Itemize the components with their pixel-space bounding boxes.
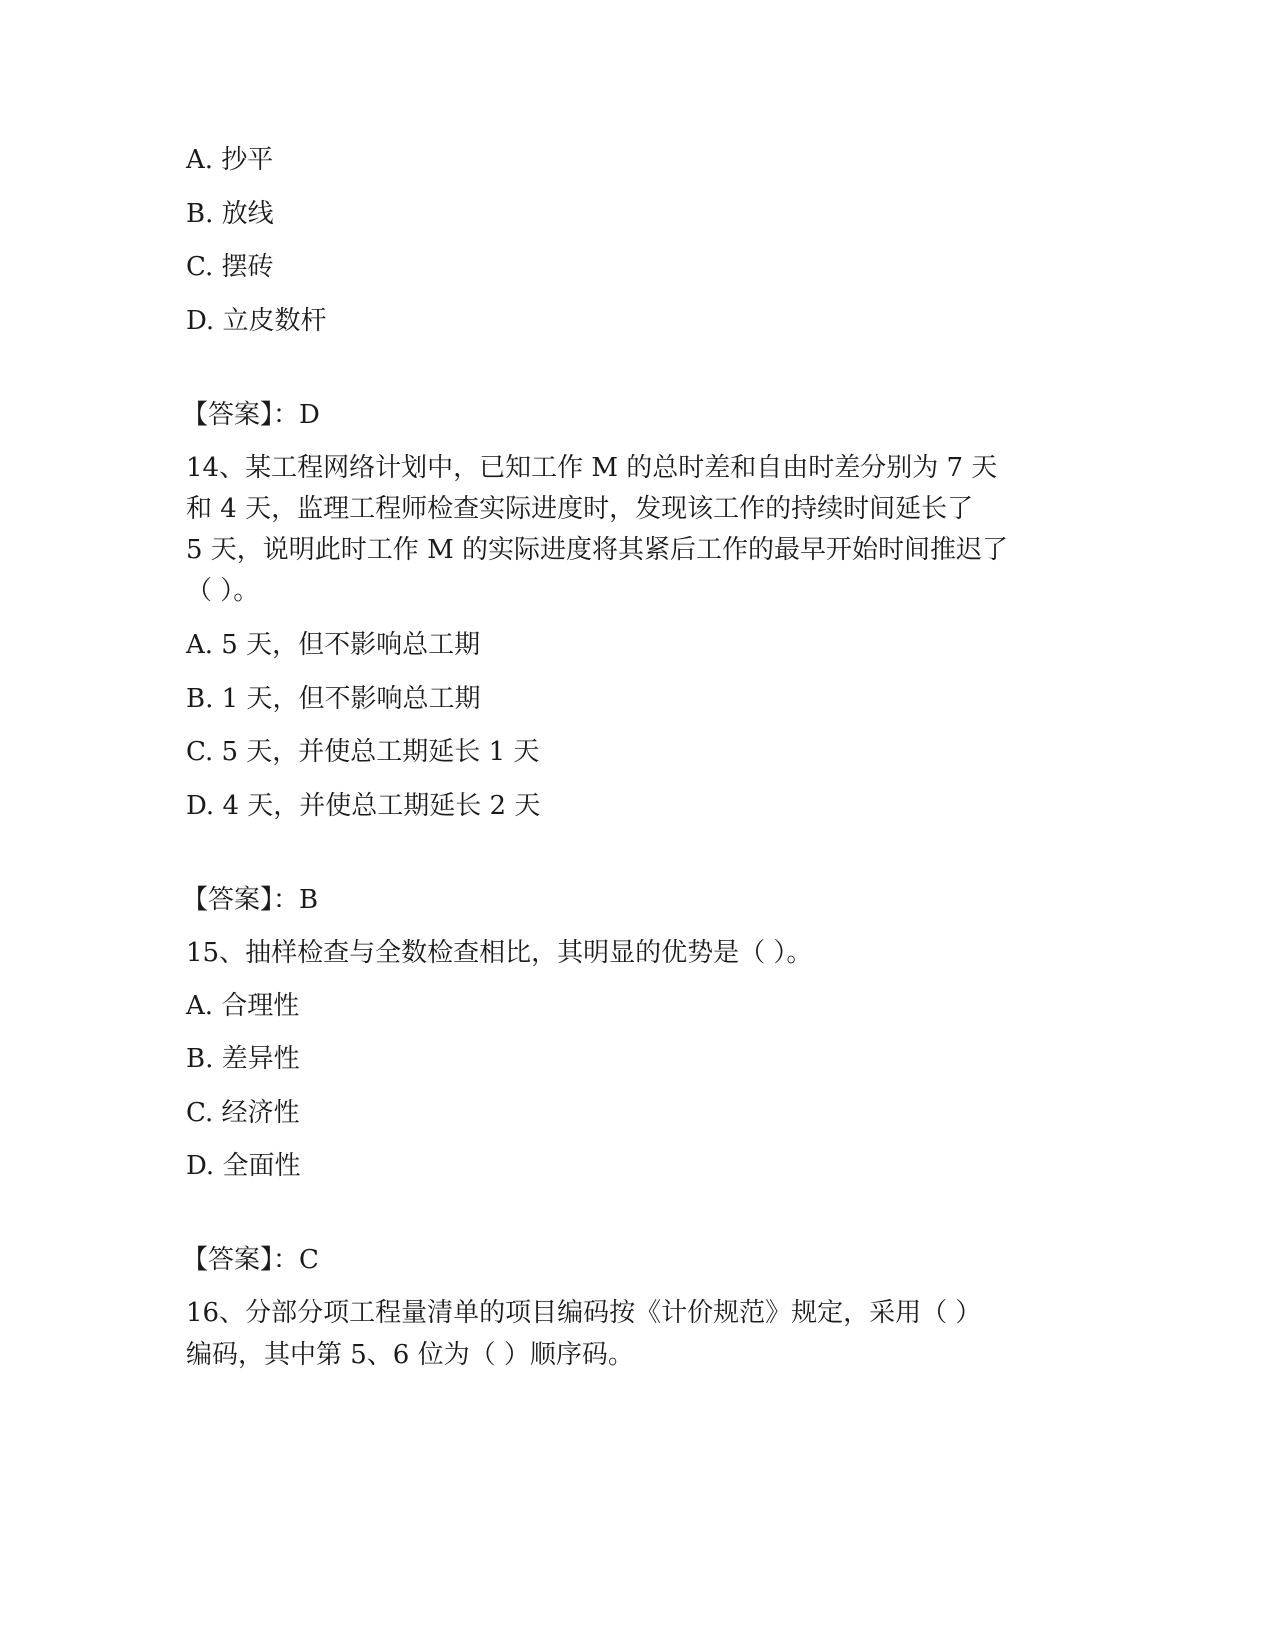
q13-option-d: D. 立皮数杆 — [186, 306, 327, 336]
q14-stem-line-1: 14、某工程网络计划中，已知工作 M 的总时差和自由时差分别为 7 天 — [186, 453, 998, 483]
q13-option-c: C. 摆砖 — [186, 252, 274, 282]
q14-stem-line-3: 5 天，说明此时工作 M 的实际进度将其紧后工作的最早开始时间推迟了 — [186, 535, 1008, 565]
q15-option-a: A. 合理性 — [186, 991, 300, 1021]
q16-stem-line-1: 16、分部分项工程量清单的项目编码按《计价规范》规定，采用（ ） — [186, 1298, 982, 1328]
q14-option-d: D. 4 天，并使总工期延长 2 天 — [186, 791, 541, 821]
q13-answer: 【答案】：D — [182, 400, 320, 430]
q14-stem-line-2: 和 4 天，监理工程师检查实际进度时，发现该工作的持续时间延长了 — [186, 494, 974, 524]
q14-option-c: C. 5 天，并使总工期延长 1 天 — [186, 737, 540, 767]
q14-stem-line-4: （ ）。 — [186, 576, 260, 606]
q15-answer: 【答案】：C — [182, 1245, 319, 1275]
q13-option-b: B. 放线 — [186, 199, 274, 229]
q15-option-c: C. 经济性 — [186, 1098, 300, 1128]
q15-stem: 15、抽样检查与全数检查相比，其明显的优势是（ ）。 — [186, 938, 813, 968]
q15-option-d: D. 全面性 — [186, 1151, 301, 1181]
q13-option-a: A. 抄平 — [186, 145, 274, 175]
q14-option-a: A. 5 天，但不影响总工期 — [186, 630, 481, 660]
q14-answer: 【答案】：B — [182, 885, 319, 915]
q16-stem-line-2: 编码，其中第 5、6 位为（ ）顺序码。 — [186, 1340, 634, 1370]
q14-option-b: B. 1 天，但不影响总工期 — [186, 684, 481, 714]
q15-option-b: B. 差异性 — [186, 1044, 300, 1074]
